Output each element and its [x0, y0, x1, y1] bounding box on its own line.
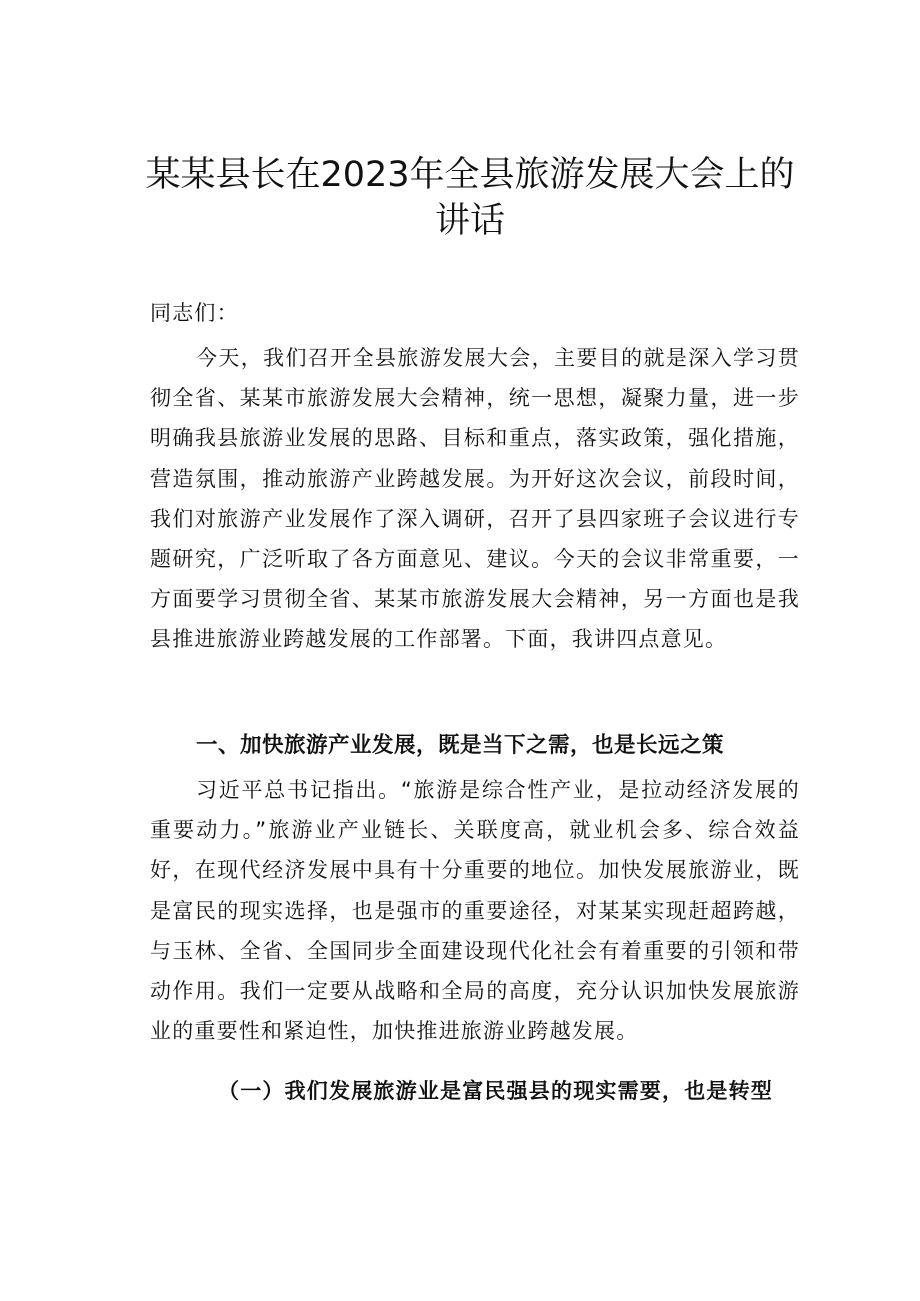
salutation: 同志们： — [150, 301, 239, 325]
paragraph-section-1: 习近平总书记指出。“旅游是综合性产业，是拉动经济发展的重要动力。”旅游业产业链长、关联度高，就业机会多、综合效益好，在现代经济发展中具有十分重要的地位。加快发展旅游业，既是富民的现实选择，也是强市的重要途径，对某某实现赶超跨越，与玉林、全省、全国同步全面建设现代化社会有着重要的引领和带动作用。我们一定要从战略和全局的高度，充分认识加快发展旅游业的重要性和紧迫性，加快推进旅游业跨越发展。 — [150, 778, 800, 1044]
subsection-heading-1: （一）我们发展旅游业是富民强县的现实需要，也是转型 — [218, 1079, 773, 1103]
section-heading-1: 一、加快旅游产业发展，既是当下之需，也是长远之策 — [196, 733, 725, 758]
document-title: 某某县长在2023年全县旅游发展大会上的讲话 — [145, 155, 795, 241]
paragraph-intro: 今天，我们召开全县旅游发展大会，主要目的就是深入学习贯彻全省、某某市旅游发展大会精神，统一思想，凝聚力量，进一步明确我县旅游业发展的思路、目标和重点，落实政策，强化措施，营造氛围，推动旅游产业跨越发展。为开好这次会议，前段时间，我们对旅游产业发展作了深入调研，召开了县四家班子会议进行专题研究，广泛听取了各方面意见、建议。今天的会议非常重要，一方面要学习贯彻全省、某某市旅游发展大会精神，另一方面也是我县推进旅游业跨越发展的工作部署。下面，我讲四点意见。 — [150, 346, 800, 652]
